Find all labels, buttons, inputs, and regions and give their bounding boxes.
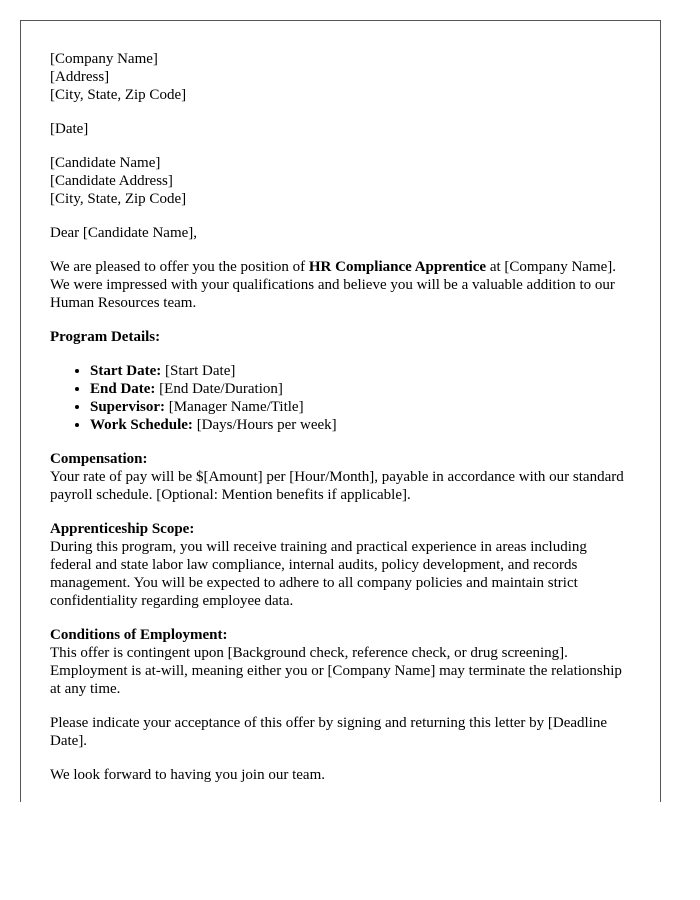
salutation: [50, 224, 630, 242]
list-item: [90, 416, 630, 434]
detail-label: Work Schedule:: [90, 417, 193, 433]
detail-value: [Start Date]: [161, 363, 236, 379]
salutation-text: Dear [Candidate Name],: [50, 225, 198, 241]
acceptance-paragraph: [50, 714, 630, 750]
date-block: [50, 120, 630, 138]
recipient-city-state-zip: [City, State, Zip Code]: [50, 191, 187, 207]
detail-value: [End Date/Duration]: [155, 381, 283, 397]
acceptance-text: Please indicate your acceptance of this offer by signing and returning this letter by [Deadline Date].: [50, 715, 608, 749]
detail-value: [Days/Hours per week]: [192, 417, 337, 433]
intro-text-after: at [Company Name]. We were impressed with your qualifications and believe you will be a valuable addition to our Human Resources team.: [50, 259, 617, 311]
scope-text: During this program, you will receive training and practical experience in areas including federal and state labor law compliance, internal audits, policy development, and records management. You will be expected to adhere to all company policies and maintain strict confidentiality regarding employee data.: [50, 539, 587, 609]
closing-text: We look forward to having you join our team.: [50, 767, 325, 783]
sender-address: [Address]: [50, 69, 110, 85]
program-details-list: [50, 362, 630, 434]
recipient-address-block: [50, 154, 630, 208]
list-item: [90, 380, 630, 398]
scope-section: [50, 520, 630, 610]
detail-value: [Manager Name/Title]: [165, 399, 304, 415]
letter-body: [50, 50, 630, 800]
detail-label: Supervisor:: [90, 399, 165, 415]
closing-paragraph: [50, 766, 630, 784]
program-details-heading: Program Details:: [50, 329, 161, 345]
compensation-text: Your rate of pay will be $[Amount] per [Hour/Month], payable in accordance with our standard payroll schedule. [Optional: Mention benefits if applicable].: [50, 469, 624, 503]
position-title: HR Compliance Apprentice: [308, 259, 487, 275]
program-details-heading-block: [50, 328, 630, 346]
recipient-address: [Candidate Address]: [50, 173, 173, 189]
sender-address-block: [50, 50, 630, 104]
letter-page: [20, 20, 661, 802]
compensation-heading: Compensation:: [50, 451, 148, 467]
conditions-section: [50, 626, 630, 698]
detail-label: Start Date:: [90, 363, 162, 379]
list-item: [90, 362, 630, 380]
detail-label: End Date:: [90, 381, 156, 397]
intro-text-before: We are pleased to offer you the position of: [50, 259, 309, 275]
sender-city-state-zip: [City, State, Zip Code]: [50, 87, 187, 103]
conditions-heading: Conditions of Employment:: [50, 627, 228, 643]
list-item: [90, 398, 630, 416]
letter-date: [Date]: [50, 121, 89, 137]
compensation-section: [50, 450, 630, 504]
recipient-name: [Candidate Name]: [50, 155, 161, 171]
sender-company-name: [Company Name]: [50, 51, 158, 67]
scope-heading: Apprenticeship Scope:: [50, 521, 195, 537]
conditions-text: This offer is contingent upon [Background check, reference check, or drug screening]. Employment is at-will, meaning either you or [Company Name] may terminate the relationship at any time.: [50, 645, 622, 697]
intro-paragraph: [50, 258, 630, 312]
